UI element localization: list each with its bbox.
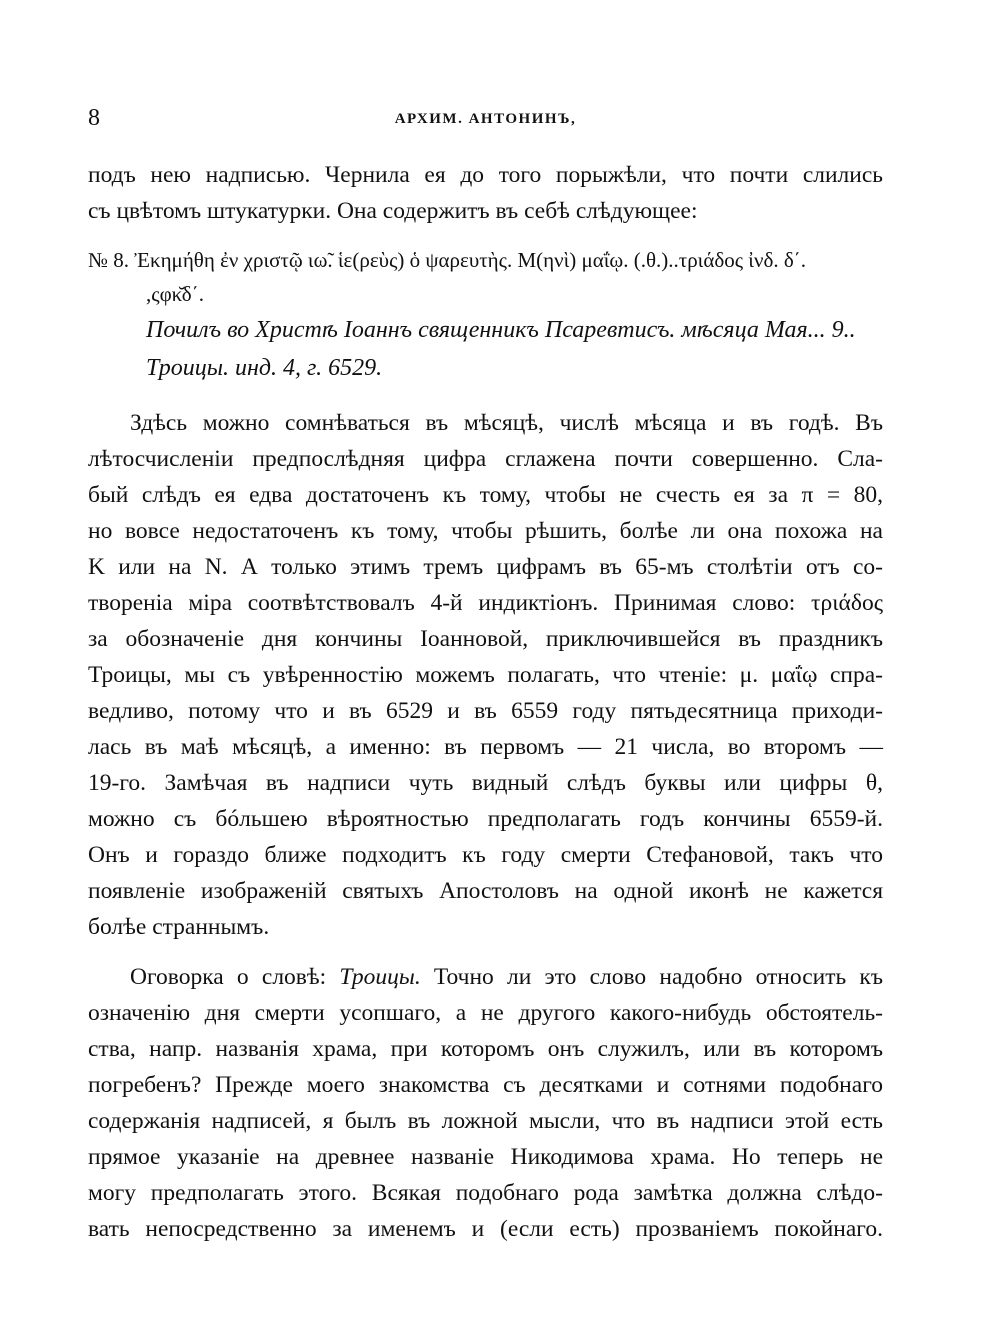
inscription-block — [88, 243, 883, 387]
italic-word: Троицы. — [339, 964, 421, 990]
inscription-greek-year: ,ςφκ̆δ΄. — [146, 282, 204, 306]
text-line: содержанія надписей, я былъ въ ложной мысли, что въ надписи этой есть — [88, 1108, 883, 1134]
text-line: болѣе страннымъ. — [88, 914, 270, 940]
running-head: АРХИМ. АНТОНИНЪ, — [394, 111, 577, 127]
text-line: ведливо, потому что и въ 6529 и въ 6559 году пятьдесятница приходи- — [88, 698, 883, 724]
book-page — [88, 105, 883, 1261]
text-line: могу предполагать этого. Всякая подобнаго рода замѣтка должна слѣдо- — [88, 1180, 883, 1206]
page-number: 8 — [88, 105, 100, 131]
text-run: Оговорка о словѣ: — [130, 964, 340, 990]
text-line: появленіе изображеній святыхъ Апостоловъ на одной иконѣ не кажется — [88, 878, 883, 904]
text-line: твореніа міра соотвѣтствовалъ 4-й индиктіонъ. Принимая слово: τριάδος — [88, 590, 883, 616]
text-line: за обозначеніе дня кончины Іоанновой, приключившейся въ праздникъ — [88, 626, 883, 652]
inscription-greek-line: № 8. Ἐκημήθη ἐν χριστῷ ιω̃. ἱε(ρεὺς) ὁ ψαρευτὴς. Μ(ηνὶ) μαΐῳ. (.θ.)..τριάδος ἰνδ. δ΄. — [88, 248, 806, 272]
body-paragraph-1 — [88, 405, 883, 945]
text-line: бый слѣдъ ея едва достаточенъ къ тому, чтобы не счесть ея за π = 80, — [88, 482, 883, 508]
inscription-translation-line: Почилъ во Христѣ Іоаннъ священникъ Псаревтисъ. мѣсяца Мая... 9.. — [146, 317, 856, 343]
text-line: означенію дня смерти усопшаго, а не другого какого-нибудь обстоятель- — [88, 1000, 883, 1026]
text-line: лѣтосчисленіи предпослѣдняя цифра сглажена почти совершенно. Сла- — [88, 446, 883, 472]
text-line: Онъ и гораздо ближе подходитъ къ году смерти Стефановой, такъ что — [88, 842, 883, 868]
text-line: лась въ маѣ мѣсяцѣ, а именно: въ первомъ — 21 числа, во второмъ — — [88, 734, 883, 760]
page-header — [88, 105, 883, 139]
text-line: но вовсе недостаточенъ къ тому, чтобы рѣшить, болѣе ли она похожа на — [88, 518, 883, 544]
text-line: съ цвѣтомъ штукатурки. Она содержитъ въ себѣ слѣдующее: — [88, 198, 698, 224]
text-line: погребенъ? Прежде моего знакомства съ десятками и сотнями подобнаго — [88, 1072, 883, 1098]
text-line: 19-го. Замѣчая въ надписи чуть видный слѣдъ буквы или цифры θ, — [88, 770, 883, 796]
text-line: вать непосредственно за именемъ и (если есть) прозваніемъ покойнаго. — [88, 1216, 883, 1242]
text-line: прямое указаніе на древнее названіе Никодимова храма. Но теперь не — [88, 1144, 883, 1170]
text-line: K или на N. А только этимъ тремъ цифрамъ въ 65-мъ столѣтіи отъ со- — [88, 554, 883, 580]
inscription-translation-line: Троицы. инд. 4, г. 6529. — [146, 355, 383, 381]
body-paragraph-2 — [88, 959, 883, 1247]
text-run: Точно ли это слово надобно относить къ — [420, 964, 884, 990]
text-line: можно съ бóльшею вѣроятностью предполагать годъ кончины 6559-й. — [88, 806, 883, 832]
text-line — [88, 959, 883, 995]
text-line: Здѣсь можно сомнѣваться въ мѣсяцѣ, числѣ мѣсяца и въ годѣ. Въ — [130, 410, 883, 436]
text-line: Троицы, мы съ увѣренностію можемъ полагать, что чтеніе: μ. μαΐῳ спра- — [88, 662, 883, 688]
text-line: подъ нею надписью. Чернила ея до того порыжѣли, что почти слились — [88, 162, 883, 188]
intro-paragraph — [88, 157, 883, 229]
text-line: ства, напр. названія храма, при которомъ онъ служилъ, или въ которомъ — [88, 1036, 883, 1062]
